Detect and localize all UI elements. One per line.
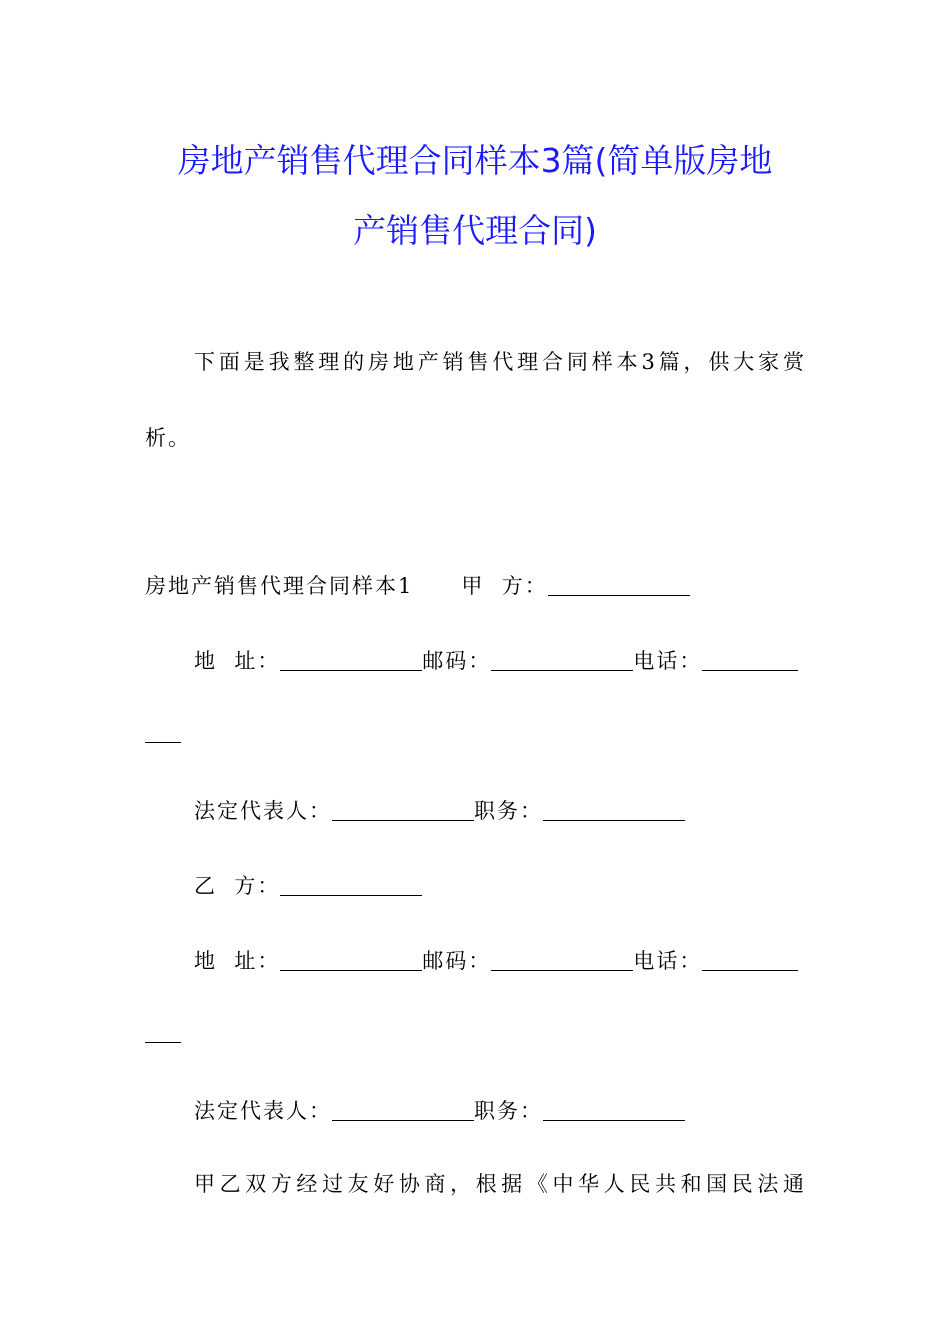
party-a-label: 甲 方： [461, 574, 548, 598]
position-label: 职务： [474, 799, 543, 823]
position-label-b: 职务： [474, 1099, 543, 1123]
party-a-phone-continuation [145, 720, 181, 745]
postcode-label: 邮码： [422, 649, 492, 673]
postcode-blank[interactable] [491, 648, 633, 671]
party-b-blank[interactable] [280, 873, 422, 896]
address-label-b: 地 址： [194, 949, 281, 973]
party-a-row [145, 570, 690, 600]
party-b-row [194, 870, 422, 900]
position-blank-b[interactable] [543, 1098, 685, 1121]
postcode-blank-b[interactable] [491, 948, 633, 971]
contract-heading: 房地产销售代理合同样本1 [145, 574, 414, 598]
address-blank-b[interactable] [280, 948, 422, 971]
intro-line-1: 下面是我整理的房地产销售代理合同样本3篇，供大家赏 [194, 350, 804, 374]
legal-rep-blank[interactable] [332, 798, 474, 821]
party-b-phone-continuation [145, 1020, 181, 1045]
party-a-address-row [194, 645, 798, 675]
party-b-label: 乙 方： [194, 874, 281, 898]
legal-rep-label-b: 法定代表人： [194, 1099, 332, 1123]
phone-blank-b-continued[interactable] [145, 1020, 181, 1043]
party-b-address-row [194, 945, 798, 975]
intro-line-2: 析。 [145, 426, 191, 450]
address-label: 地 址： [194, 649, 281, 673]
phone-blank-continued[interactable] [145, 720, 181, 743]
legal-rep-label: 法定代表人： [194, 799, 332, 823]
position-blank[interactable] [543, 798, 685, 821]
address-blank[interactable] [280, 648, 422, 671]
phone-label-b: 电话： [633, 949, 703, 973]
document-title-line-2: 产销售代理合同) [353, 211, 597, 250]
phone-blank[interactable] [702, 648, 798, 671]
legal-rep-blank-b[interactable] [332, 1098, 474, 1121]
postcode-label-b: 邮码： [422, 949, 492, 973]
phone-blank-b[interactable] [702, 948, 798, 971]
document-title-line-1: 房地产销售代理合同样本3篇(简单版房地 [177, 141, 773, 180]
agreement-line: 甲乙双方经过友好协商，根据《中华人民共和国民法通 [194, 1172, 804, 1196]
party-a-blank[interactable] [548, 573, 690, 596]
party-a-legal-rep-row [194, 795, 685, 825]
phone-label: 电话： [633, 649, 703, 673]
party-b-legal-rep-row [194, 1095, 685, 1125]
